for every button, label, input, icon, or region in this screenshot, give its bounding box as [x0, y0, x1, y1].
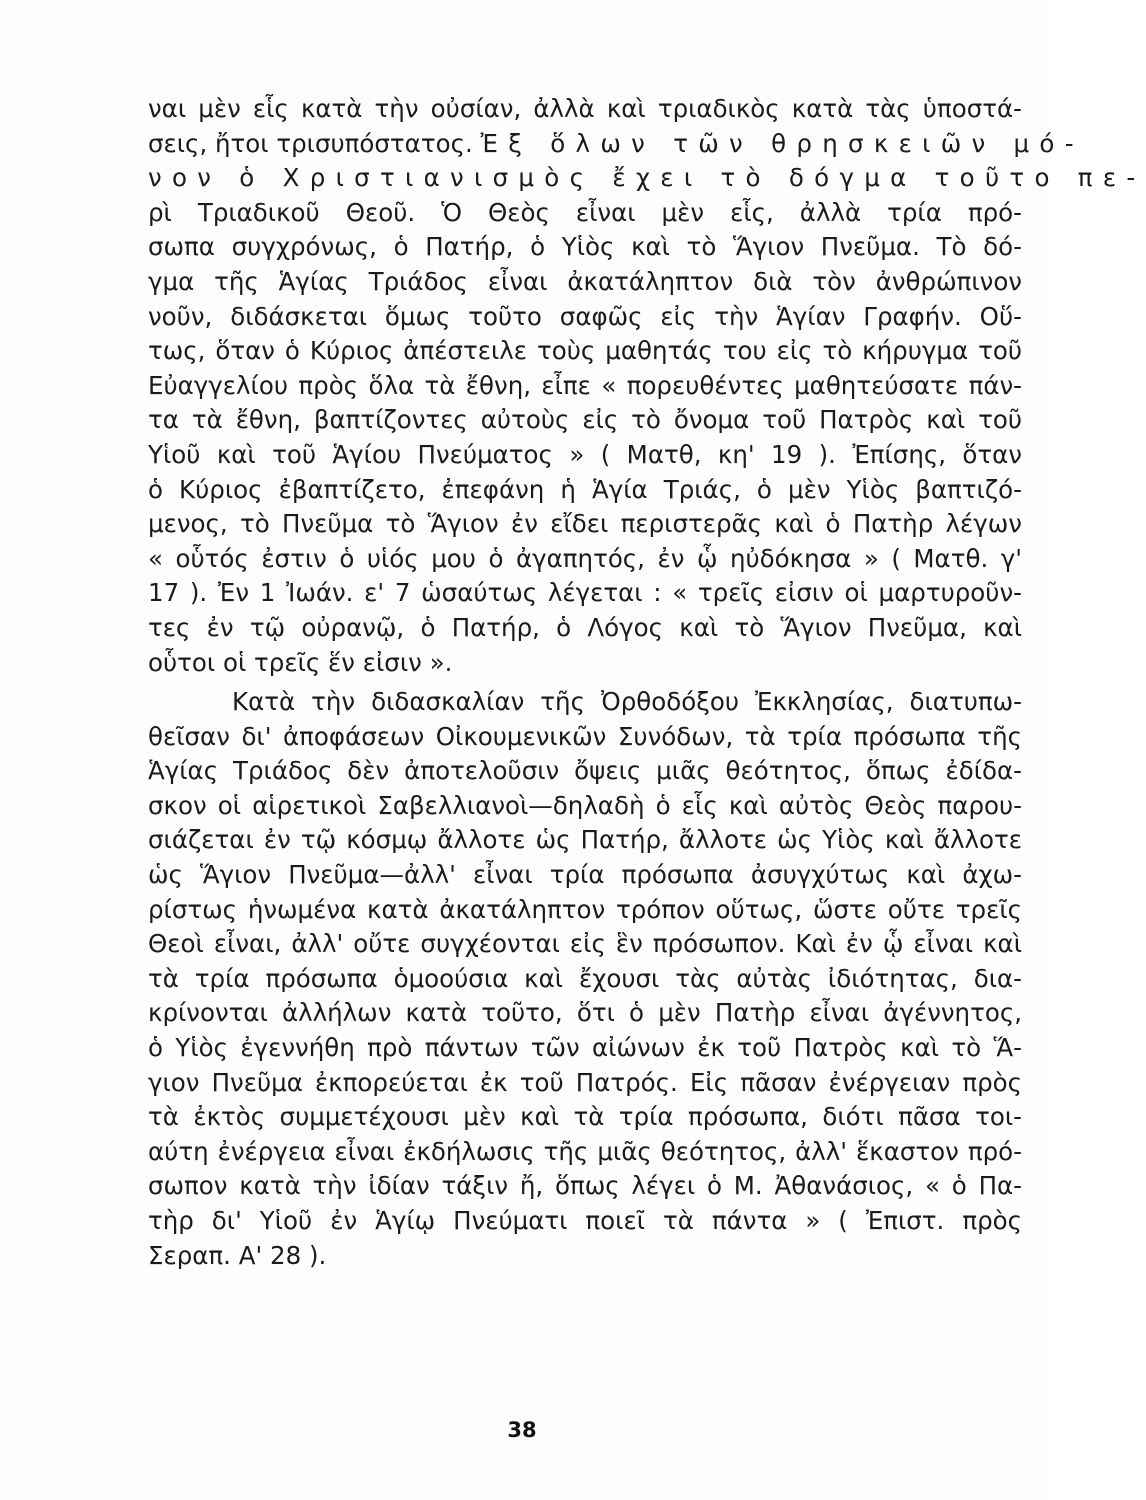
text-line: σεις, ἤτοι τρισυπόστατος. Ἐξ ὅλων τῶν θρησκειῶν μό- [148, 128, 1084, 158]
text-line: σωπα συγχρόνως, ὁ Πατήρ, ὁ Υἱὸς καὶ τὸ Ἅγιον Πνεῦμα. Τὸ δό- [148, 232, 1022, 262]
text-line: νοῦν, διδάσκεται ὅμως τοῦτο σαφῶς εἰς τὴν Ἁγίαν Γραφήν. Οὕ- [148, 301, 1022, 331]
page-number: 38 [507, 1418, 537, 1442]
text-line: Κατὰ τὴν διδασκαλίαν τῆς Ὀρθοδόξου Ἐκκλησίας, διατυπω- [232, 687, 1022, 717]
text-line: οὗτοι οἱ τρεῖς ἕν εἰσιν ». [148, 647, 453, 677]
text-line: κρίνονται ἀλλήλων κατὰ τοῦτο, ὅτι ὁ μὲν Πατὴρ εἶναι ἀγέννητος, [148, 998, 1022, 1028]
text-line: γμα τῆς Ἁγίας Τριάδος εἶναι ἀκατάληπτον διὰ τὸν ἀνθρώπινον [148, 266, 1022, 296]
paragraph-1 [148, 92, 1146, 680]
text-line: ναι μὲν εἷς κατὰ τὴν οὐσίαν, ἀλλὰ καὶ τριαδικὸς κατὰ τὰς ὑποστά- [148, 94, 1022, 123]
text-line: γιον Πνεῦμα ἐκπορεύεται ἐκ τοῦ Πατρός. Εἰς πᾶσαν ἐνέργειαν πρὸς [148, 1067, 1022, 1097]
text-line: ρὶ Τριαδικοῦ Θεοῦ. Ὁ Θεὸς εἶναι μὲν εἷς, ἀλλὰ τρία πρό- [148, 197, 1022, 227]
body-text [148, 92, 1146, 1273]
text-line: νον ὁ Χριστιανισμὸς ἔχει τὸ δόγμα τοῦτο πε- [148, 163, 1146, 193]
text-line: ρίστως ἡνωμένα κατὰ ἀκατάληπτον τρόπον οὕτως, ὥστε οὔτε τρεῖς [148, 894, 1022, 924]
text-line: τὰ ἐκτὸς συμμετέχουσι μὲν καὶ τὰ τρία πρόσωπα, διότι πᾶσα τοι- [148, 1102, 1022, 1132]
text-line: Υἱοῦ καὶ τοῦ Ἁγίου Πνεύματος » ( Ματθ, κη' 19 ). Ἐπίσης, ὅταν [148, 439, 1022, 469]
text-line: 17 ). Ἐν 1 Ἰωάν. ε' 7 ὡσαύτως λέγεται : « τρεῖς εἰσιν οἱ μαρτυροῦν- [148, 578, 1022, 608]
text-line: τως, ὅταν ὁ Κύριος ἀπέστειλε τοὺς μαθητάς του εἰς τὸ κήρυγμα τοῦ [148, 336, 1022, 366]
text-line: σωπον κατὰ τὴν ἰδίαν τάξιν ἤ, ὅπως λέγει ὁ Μ. Ἀθανάσιος, « ὁ Πα- [148, 1171, 1022, 1201]
text-line: τες ἐν τῷ οὐρανῷ, ὁ Πατήρ, ὁ Λόγος καὶ τὸ Ἅγιον Πνεῦμα, καὶ [148, 612, 1022, 642]
text-line: τα τὰ ἔθνη, βαπτίζοντες αὐτοὺς εἰς τὸ ὄνομα τοῦ Πατρὸς καὶ τοῦ [148, 405, 1022, 435]
paragraph-2 [148, 685, 1022, 1273]
spaced-emphasis: Ἐξ ὅλων τῶν θρησκειῶν μό- [480, 128, 1084, 158]
text-line: Ἁγίας Τριάδος δὲν ἀποτελοῦσιν ὄψεις μιᾶς θεότητος, ὅπως ἐδίδα- [148, 756, 1022, 786]
text-line: σιάζεται ἐν τῷ κόσμῳ ἄλλοτε ὡς Πατήρ, ἄλλοτε ὡς Υἱὸς καὶ ἄλλοτε [148, 825, 1022, 855]
text-line: Εὐαγγελίου πρὸς ὅλα τὰ ἔθνη, εἶπε « πορευθέντες μαθητεύσατε πάν- [148, 370, 1022, 400]
text-line: ὁ Υἱὸς ἐγεννήθη πρὸ πάντων τῶν αἰώνων ἐκ τοῦ Πατρὸς καὶ τὸ Ἅ- [148, 1033, 1022, 1063]
text-line: τὰ τρία πρόσωπα ὁμοούσια καὶ ἔχουσι τὰς αὐτὰς ἰδιότητας, δια- [148, 963, 1022, 993]
text-line: ὁ Κύριος ἐβαπτίζετο, ἐπεφάνη ἡ Ἁγία Τριάς, ὁ μὲν Υἱὸς βαπτιζό- [148, 474, 1022, 504]
text-line: « οὗτός ἐστιν ὁ υἱός μου ὁ ἀγαπητός, ἐν ᾧ ηὐδόκησα » ( Ματθ. γ' [148, 543, 1022, 573]
text-line: μενος, τὸ Πνεῦμα τὸ Ἅγιον ἐν εἴδει περιστερᾶς καὶ ὁ Πατὴρ λέγων [148, 509, 1022, 539]
text-line: τὴρ δι' Υἱοῦ ἐν Ἁγίῳ Πνεύματι ποιεῖ τὰ πάντα » ( Ἐπιστ. πρὸς [148, 1206, 1022, 1235]
text-line: Θεοὶ εἶναι, ἀλλ' οὔτε συγχέονται εἰς ἓν πρόσωπον. Καὶ ἐν ᾧ εἶναι καὶ [148, 929, 1022, 959]
text-line: σκον οἱ αἱρετικοὶ Σαβελλιανοὶ—δηλαδὴ ὁ εἷς καὶ αὐτὸς Θεὸς παρου- [148, 790, 1022, 820]
text-line: αύτη ἐνέργεια εἶναι ἐκδήλωσις τῆς μιᾶς θεότητος, ἀλλ' ἕκαστον πρό- [148, 1136, 1022, 1166]
text-line: Σεραπ. Α' 28 ). [148, 1240, 327, 1270]
text-line: ὡς Ἅγιον Πνεῦμα—ἀλλ' εἶναι τρία πρόσωπα ἀσυγχύτως καὶ ἀχω- [148, 860, 1022, 890]
text-line: θεῖσαν δι' ἀποφάσεων Οἰκουμενικῶν Συνόδων, τὰ τρία πρόσωπα τῆς [148, 721, 1022, 751]
